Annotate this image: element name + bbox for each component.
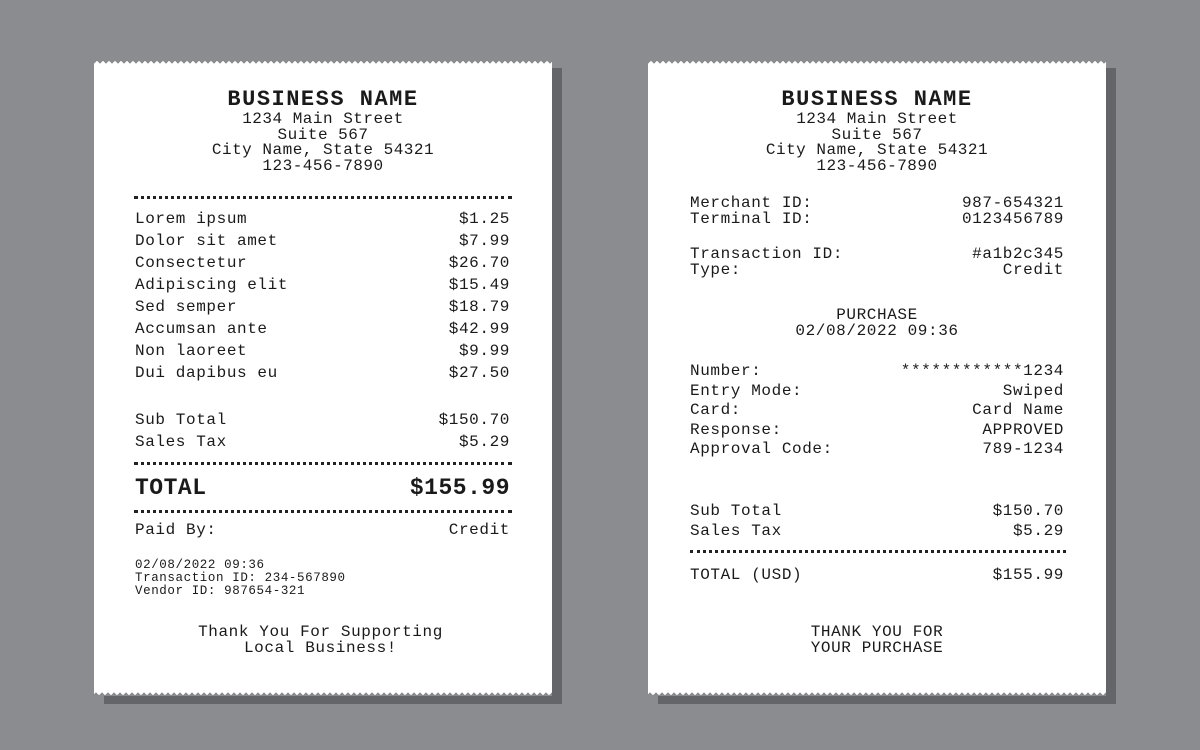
total-label: TOTAL	[135, 475, 207, 501]
sales-tax-label: Sales Tax	[135, 433, 227, 451]
paid-by-row	[135, 520, 510, 540]
item-name: Lorem ipsum	[135, 210, 248, 228]
dotted-divider	[690, 550, 1066, 553]
receipt-card-payment	[648, 60, 1106, 696]
total-label: TOTAL (USD)	[690, 566, 803, 584]
total-value: $155.99	[409, 475, 510, 501]
subtotal-row	[135, 410, 510, 430]
detail-value: 789-1234	[982, 440, 1064, 458]
dotted-divider	[134, 196, 512, 199]
business-name: BUSINESS NAME	[781, 87, 973, 112]
detail-label: Response:	[690, 421, 782, 439]
address-line: 1234 Main Street	[796, 110, 958, 128]
sales-tax-row	[135, 432, 510, 452]
business-header	[94, 88, 552, 174]
type-value: Credit	[1002, 261, 1064, 279]
item-price: $26.70	[448, 254, 510, 272]
item-price: $15.49	[448, 276, 510, 294]
detail-row	[690, 439, 1064, 459]
purchase-datetime: 02/08/2022 09:36	[795, 322, 959, 340]
item-name: Dui dapibus eu	[135, 364, 278, 382]
detail-row	[690, 381, 1064, 401]
item-name: Consectetur	[135, 254, 248, 272]
item-name: Sed semper	[135, 298, 238, 316]
transaction-id-value: #a1b2c345	[972, 245, 1064, 263]
detail-row	[690, 361, 1064, 381]
sales-tax-value: $5.29	[458, 433, 510, 451]
total-value: $155.99	[992, 566, 1064, 584]
merchant-id-value: 987-654321	[961, 194, 1064, 212]
item-price: $7.99	[458, 232, 510, 250]
line-item	[135, 341, 510, 361]
address-line: City Name, State 54321	[765, 141, 989, 159]
detail-value: Card Name	[972, 401, 1064, 419]
subtotal-value: $150.70	[438, 411, 510, 429]
thank-you-line: Thank You For Supporting	[198, 623, 443, 641]
line-item	[135, 363, 510, 383]
item-price: $42.99	[448, 320, 510, 338]
receipt-itemized	[94, 60, 552, 696]
sales-tax-label: Sales Tax	[690, 522, 782, 540]
transaction-id: Transaction ID: 234-567890	[135, 571, 346, 585]
subtotal-label: Sub Total	[690, 502, 782, 520]
detail-label: Card:	[690, 401, 742, 419]
merchant-id-label: Merchant ID:	[690, 194, 813, 212]
address-line: Suite 567	[831, 125, 923, 144]
terminal-id-row	[690, 211, 1064, 227]
subtotal-value: $150.70	[992, 502, 1064, 520]
total-row	[690, 565, 1064, 585]
item-name: Adipiscing elit	[135, 276, 289, 294]
terminal-id-value: 0123456789	[961, 210, 1064, 228]
detail-label: Approval Code:	[690, 440, 833, 458]
purchase-block	[648, 307, 1106, 339]
line-item	[135, 297, 510, 317]
phone-number: 123-456-7890	[816, 156, 938, 175]
business-header	[648, 88, 1106, 174]
merchant-id-row	[690, 195, 1064, 211]
detail-value: APPROVED	[982, 421, 1064, 439]
address-line: Suite 567	[277, 125, 369, 144]
sales-tax-value: $5.29	[1012, 522, 1064, 540]
item-price: $9.99	[458, 342, 510, 360]
paid-by-value: Credit	[448, 521, 510, 539]
dotted-divider	[134, 510, 512, 513]
transaction-id-row	[690, 246, 1064, 262]
transaction-info	[135, 559, 346, 598]
thank-you-line: THANK YOU FOR	[810, 623, 944, 641]
detail-label: Number:	[690, 362, 762, 380]
line-item	[135, 209, 510, 229]
terminal-id-label: Terminal ID:	[690, 210, 813, 228]
item-name: Dolor sit amet	[135, 232, 278, 250]
paid-by-label: Paid By:	[135, 521, 217, 539]
thank-you-line: Local Business!	[243, 639, 398, 657]
subtotal-row	[690, 501, 1064, 521]
line-item	[135, 253, 510, 273]
item-price: $1.25	[458, 210, 510, 228]
type-row	[690, 262, 1064, 278]
detail-row	[690, 420, 1064, 440]
item-price: $18.79	[448, 298, 510, 316]
thank-you-line: YOUR PURCHASE	[810, 639, 944, 657]
transaction-id-label: Transaction ID:	[690, 245, 844, 263]
phone-number: 123-456-7890	[262, 156, 384, 175]
business-name: BUSINESS NAME	[227, 87, 419, 112]
sales-tax-row	[690, 521, 1064, 541]
item-price: $27.50	[448, 364, 510, 382]
detail-label: Entry Mode:	[690, 382, 803, 400]
thank-you-message	[89, 624, 552, 656]
address-line: 1234 Main Street	[242, 110, 404, 128]
line-item	[135, 275, 510, 295]
line-item	[135, 231, 510, 251]
line-item	[135, 319, 510, 339]
item-name: Non laoreet	[135, 342, 248, 360]
address-line: City Name, State 54321	[211, 141, 435, 159]
subtotal-label: Sub Total	[135, 411, 227, 429]
type-label: Type:	[690, 261, 742, 279]
item-name: Accumsan ante	[135, 320, 268, 338]
detail-value: ************1234	[900, 362, 1064, 380]
receipt-datetime: 02/08/2022 09:36	[135, 558, 265, 572]
thank-you-message	[648, 624, 1106, 656]
total-row	[135, 474, 510, 502]
vendor-id: Vendor ID: 987654-321	[135, 584, 306, 598]
purchase-label: PURCHASE	[836, 306, 918, 324]
dotted-divider	[134, 462, 512, 465]
detail-value: Swiped	[1002, 382, 1064, 400]
detail-row	[690, 400, 1064, 420]
